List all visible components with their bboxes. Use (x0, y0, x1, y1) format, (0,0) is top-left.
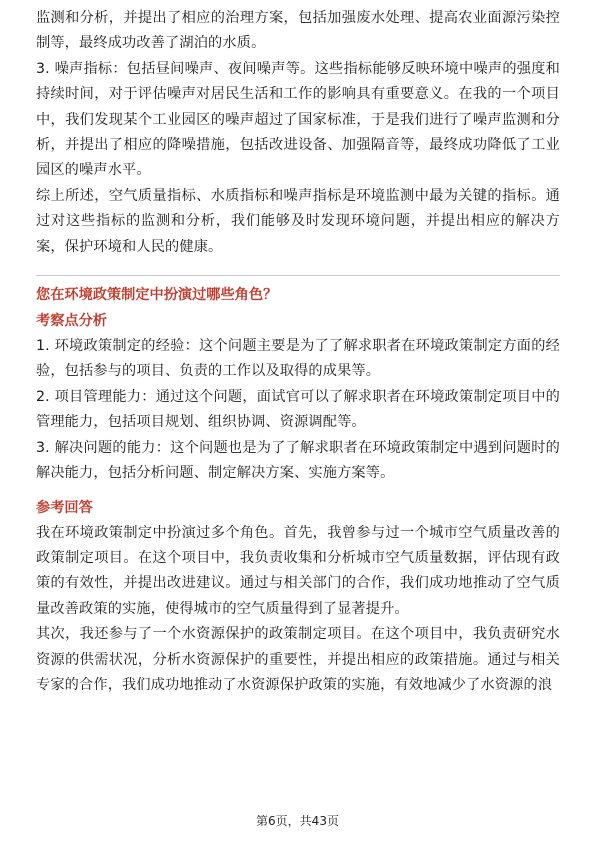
intro-paragraph-1: 监测和分析，并提出了相应的治理方案，包括加强废水处理、提高农业面源污染控制等，最终成功改善了湖泊的水质。 (36, 10, 560, 52)
intro-paragraph-noise-indicator: 3. 噪声指标：包括昼间噪声、夜间噪声等。这些指标能够反映环境中噪声的强度和持续时间，对于评估噪声对居民生活和工作的影响具有重要意义。在我的一个项目中，我们发现某个工业园区的噪声超过了国家标准，于是我们进行了噪声监测和分析，并提出了相应的降噪措施，包括改进设备、加强隔音等，最终成功降低了工业园区的噪声水平。 (36, 60, 560, 179)
interview-question: 您在环境政策制定中扮演过哪些角色？ (36, 287, 278, 304)
analysis-item-1: 1. 环境政策制定的经验：这个问题主要是为了了解求职者在环境政策制定方面的经验，包括参与的项目、负责的工作以及取得的成果等。 (36, 338, 560, 380)
reference-paragraph-2: 其次，我还参与了一个水资源保护的政策制定项目。在这个项目中，我负责研究水资源的供需状况，分析水资源保护的重要性，并提出相应的政策措施。通过与相关专家的合作，我们成功地推动了水资源保护政策的实施，有效地减少了水资源的浪 (36, 626, 560, 693)
reference-paragraph-1: 我在环境政策制定中扮演过多个角色。首先，我曾参与过一个城市空气质量改善的政策制定项目。在这个项目中，我负责收集和分析城市空气质量数据，评估现有政策的有效性，并提出改进建议。通过与相关部门的合作，我们成功地推动了空气质量改善政策的实施，使得城市的空气质量得到了显著提升。 (36, 524, 560, 617)
intro-paragraph-summary: 综上所述，空气质量指标、水质指标和噪声指标是环境监测中最为关键的指标。通过对这些指标的监测和分析，我们能够及时发现环境问题，并提出相应的解决方案，保护环境和人民的健康。 (36, 187, 560, 255)
analysis-item-2: 2. 项目管理能力：通过这个问题，面试官可以了解求职者在环境政策制定项目中的管理能力，包括项目规划、组织协调、资源调配等。 (36, 388, 560, 431)
analysis-item-3: 3. 解决问题的能力：这个问题也是为了了解求职者在环境政策制定中遇到问题时的解决能力，包括分析问题、制定解决方案、实施方案等。 (36, 439, 560, 482)
reference-answer-heading: 参考回答 (36, 499, 93, 516)
section-divider (36, 275, 560, 276)
page-content (36, 6, 560, 698)
page-number-footer: 第6页，共43页 (256, 814, 339, 828)
analysis-heading: 考察点分析 (36, 313, 107, 330)
